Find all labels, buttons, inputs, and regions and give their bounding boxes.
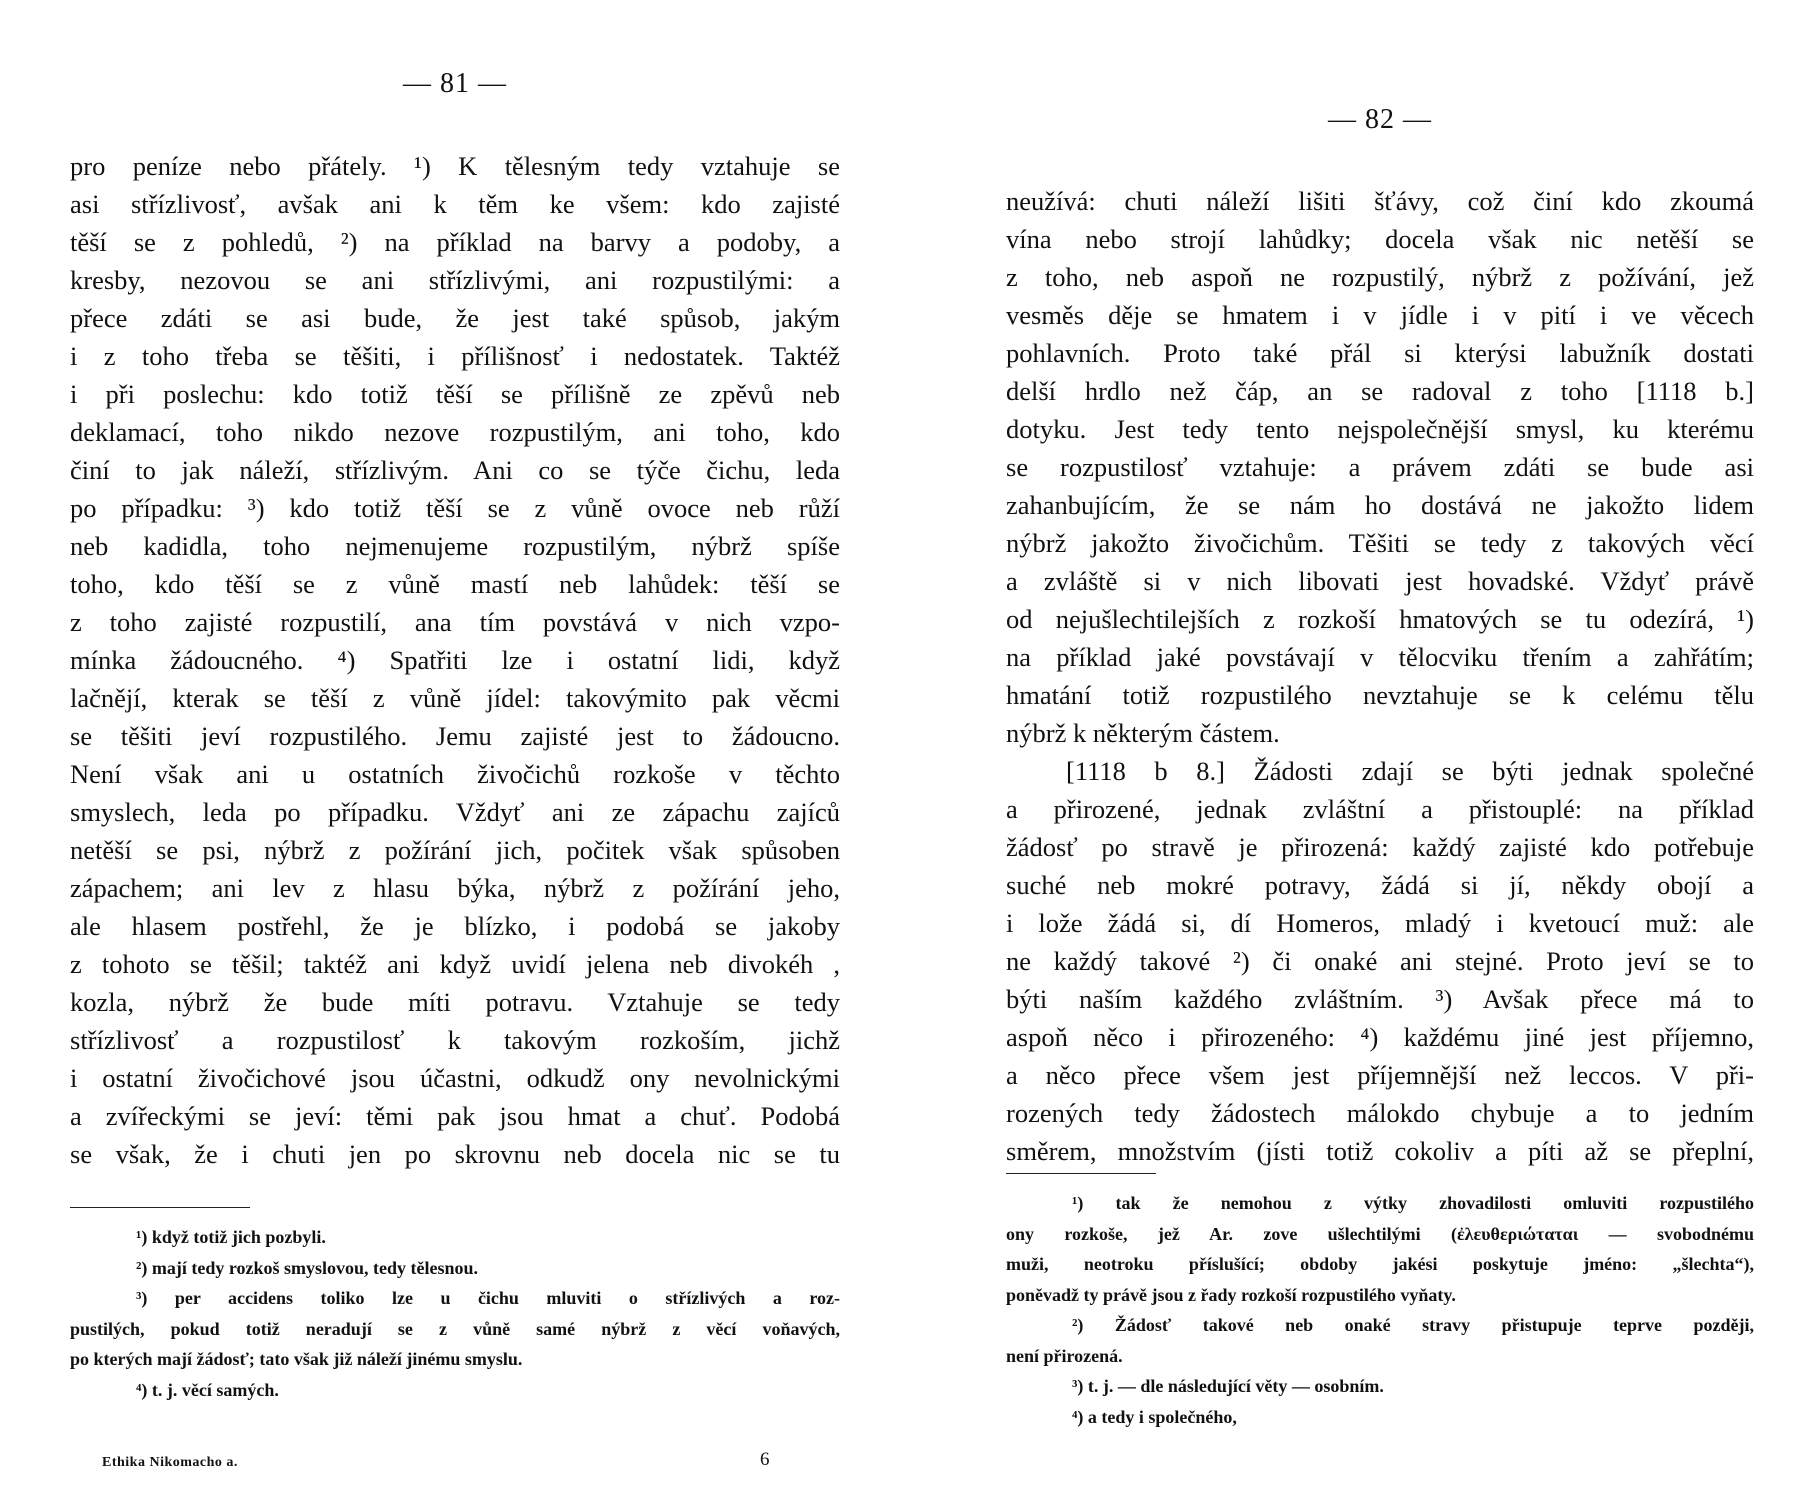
text-line: a přirozené, jednak zvláštní a přistouplé: na příklad: [1006, 794, 1754, 824]
sheet-number: 6: [760, 1449, 770, 1470]
left-footnotes: [70, 1222, 840, 1405]
text-line: žádosť po stravě je přirozená: každý zajisté kdo potřebuje: [1006, 832, 1754, 862]
footnote-line: muži, neotroku příslušící; obdoby jakési poskytuje jméno: „šlechta“),: [1006, 1254, 1754, 1274]
footnote-line: ¹) tak že nemohou z výtky zhovadilosti omluviti rozpustilého: [1072, 1193, 1754, 1213]
text-line: toho, kdo těší se z vůně mastí neb lahůdek: těší se: [70, 569, 840, 599]
footnote-line: ²) Žádosť takové neb onaké stravy přistupuje teprve později,: [1072, 1315, 1754, 1335]
text-line: smyslech, leda po případku. Vždyť ani ze zápachu zajíců: [70, 797, 840, 827]
text-line: deklamací, toho nikdo nezove rozpustilým, ani toho, kdo: [70, 417, 840, 447]
text-line: a zvláště si v nich libovati jest hovadské. Vždyť právě: [1006, 566, 1754, 596]
text-line: netěší se psi, nýbrž z požírání jich, počitek však spůsoben: [70, 835, 840, 865]
text-line: i při poslechu: kdo totiž těší se přílišně ze zpěvů neb: [70, 379, 840, 409]
text-line: pohlavních. Proto také přál si kterýsi labužník dostati: [1006, 338, 1754, 368]
footnote-line: není přirozená.: [1006, 1345, 1123, 1366]
text-line: přece zdáti se asi bude, že jest také spůsob, jakým: [70, 303, 840, 333]
text-line: lačnějí, kterak se těší z vůně jídel: takovýmito pak věcmi: [70, 683, 840, 713]
footnote-line: pustilých, pokud totiž neradují se z vůně samé nýbrž z věcí voňavých,: [70, 1318, 840, 1339]
text-line: těší se z pohledů, ²) na příklad na barvy a podoby, a: [70, 227, 840, 257]
text-line: i lože žádá si, dí Homeros, mladý i kvetoucí muž: ale: [1006, 908, 1754, 938]
text-line: kresby, nezovou se ani střízlivými, ani rozpustilými: a: [70, 265, 840, 295]
right-footnotes: [1006, 1188, 1754, 1432]
page-number-82: — 82 —: [1328, 104, 1432, 135]
text-line: hmatání totiž rozpustilého nevztahuje se k celému tělu: [1006, 680, 1754, 710]
text-line: býti naším každého zvláštním. ³) Avšak přece má to: [1006, 984, 1754, 1014]
text-line: nýbrž jakožto živočichům. Těšiti se tedy z takových věcí: [1006, 528, 1754, 558]
footnote-rule: [70, 1207, 250, 1208]
text-line: činí to jak náleží, střízlivým. Ani co se týče čichu, leda: [70, 455, 840, 485]
text-line: pro peníze nebo přátely. ¹) K tělesným tedy vztahuje se: [70, 151, 840, 181]
text-line: z toho, neb aspoň ne rozpustilý, nýbrž z požívání, jež: [1006, 262, 1754, 292]
footnote-line: ¹) když totiž jich pozbyli.: [136, 1227, 326, 1247]
text-line: i z toho třeba se těšiti, i přílišnosť i nedostatek. Taktéž: [70, 341, 840, 371]
footnote-line: po kterých mají žádosť; tato však již náleží jinému smyslu.: [70, 1349, 523, 1369]
text-line: se rozpustilosť vztahuje: a právem zdáti se bude asi: [1006, 452, 1754, 482]
text-line: od nejušlechtilejších z rozkoší hmatových se tu odezírá, ¹): [1006, 604, 1754, 634]
text-line: neužívá: chuti náleží lišiti šťávy, což činí kdo zkoumá: [1006, 186, 1754, 216]
footnote-line: ony rozkoše, jež Ar. zove ušlechtilými (ἐλευθεριώταται — svobodnému: [1006, 1223, 1754, 1244]
text-line: rozených tedy žádostech málokdo chybuje a to jedním: [1006, 1098, 1754, 1128]
text-line: asi střízlivosť, avšak ani k těm ke všem: kdo zajisté: [70, 189, 840, 219]
text-line: směrem, množstvím (jísti totiž cokoliv a píti až se přeplní,: [1006, 1136, 1754, 1166]
text-line: suché neb mokré potravy, žádá si jí, někdy obojí a: [1006, 870, 1754, 900]
text-line: střízlivosť a rozpustilosť k takovým rozkoším, jichž: [70, 1025, 840, 1055]
text-line: a zvířeckými se jeví: těmi pak jsou hmat a chuť. Podobá: [70, 1101, 840, 1131]
text-line: nýbrž k některým částem.: [1006, 718, 1280, 748]
text-line: delší hrdlo než čáp, an se radoval z toho [1118 b.]: [1006, 376, 1754, 406]
text-line: Není však ani u ostatních živočichů rozkoše v těchto: [70, 759, 840, 789]
right-body-text: [1006, 182, 1754, 1170]
text-line: z toho zajisté rozpustilí, ana tím povstává v nich vzpo-: [70, 607, 840, 637]
text-line: se těšiti jeví rozpustilého. Jemu zajisté jest to žádoucno.: [70, 721, 840, 751]
footnote-line: poněvadž ty právě jsou z řady rozkoší rozpustilého vyňaty.: [1006, 1284, 1456, 1305]
text-line: i ostatní živočichové jsou účastni, odkudž ony nevolnickými: [70, 1063, 840, 1093]
text-line: a něco přece všem jest příjemnější než leccos. V při-: [1006, 1060, 1754, 1090]
footnote-line: ³) per accidens toliko lze u čichu mluviti o střízlivých a roz-: [136, 1288, 840, 1308]
text-line: po případku: ³) kdo totiž těší se z vůně ovoce neb růží: [70, 493, 840, 523]
page-number-81: — 81 —: [403, 68, 507, 99]
footnote-line: ³) t. j. — dle následující věty — osobním.: [1072, 1376, 1384, 1396]
text-line: [1118 b 8.] Žádosti zdají se býti jednak společné: [1066, 756, 1754, 786]
text-line: z tohoto se těšil; taktéž ani když uvidí jelena neb divokéh ,: [70, 949, 840, 979]
text-line: na příklad jaké povstávají v tělocviku třením a zahřátím;: [1006, 642, 1754, 672]
left-body-text: [70, 147, 840, 1173]
text-line: neb kadidla, toho nejmenujeme rozpustilým, nýbrž spíše: [70, 531, 840, 561]
text-line: zápachem; ani lev z hlasu býka, nýbrž z požírání jeho,: [70, 873, 840, 903]
text-line: se však, že i chuti jen po skrovnu neb docela nic se tu: [70, 1139, 840, 1169]
footnote-line: ⁴) a tedy i společného,: [1072, 1406, 1237, 1427]
text-line: mínka žádoucného. ⁴) Spatřiti lze i ostatní lidi, když: [70, 645, 840, 675]
text-line: aspoň něco i přirozeného: ⁴) každému jiné jest příjemno,: [1006, 1022, 1754, 1052]
text-line: dotyku. Jest tedy tento nejspolečnější smysl, ku kterému: [1006, 414, 1754, 444]
printer-signature: Ethika Nikomacho a.: [102, 1455, 238, 1470]
text-line: vesměs děje se hmatem i v jídle i v pití i ve věcech: [1006, 300, 1754, 330]
text-line: ale hlasem postřehl, že je blízko, i podobá se jakoby: [70, 911, 840, 941]
text-line: vína nebo strojí lahůdky; docela však nic netěší se: [1006, 224, 1754, 254]
text-line: kozla, nýbrž že bude míti potravu. Vztahuje se tedy: [70, 987, 840, 1017]
footnote-line: ²) mají tedy rozkoš smyslovou, tedy tělesnou.: [136, 1257, 479, 1278]
text-line: ne každý takové ²) či onaké ani stejné. Proto jeví se to: [1006, 946, 1754, 976]
footnote-rule: [1006, 1173, 1156, 1174]
footnote-line: ⁴) t. j. věcí samých.: [136, 1379, 279, 1400]
text-line: zahanbujícím, že se nám ho dostává ne jakožto lidem: [1006, 490, 1754, 520]
